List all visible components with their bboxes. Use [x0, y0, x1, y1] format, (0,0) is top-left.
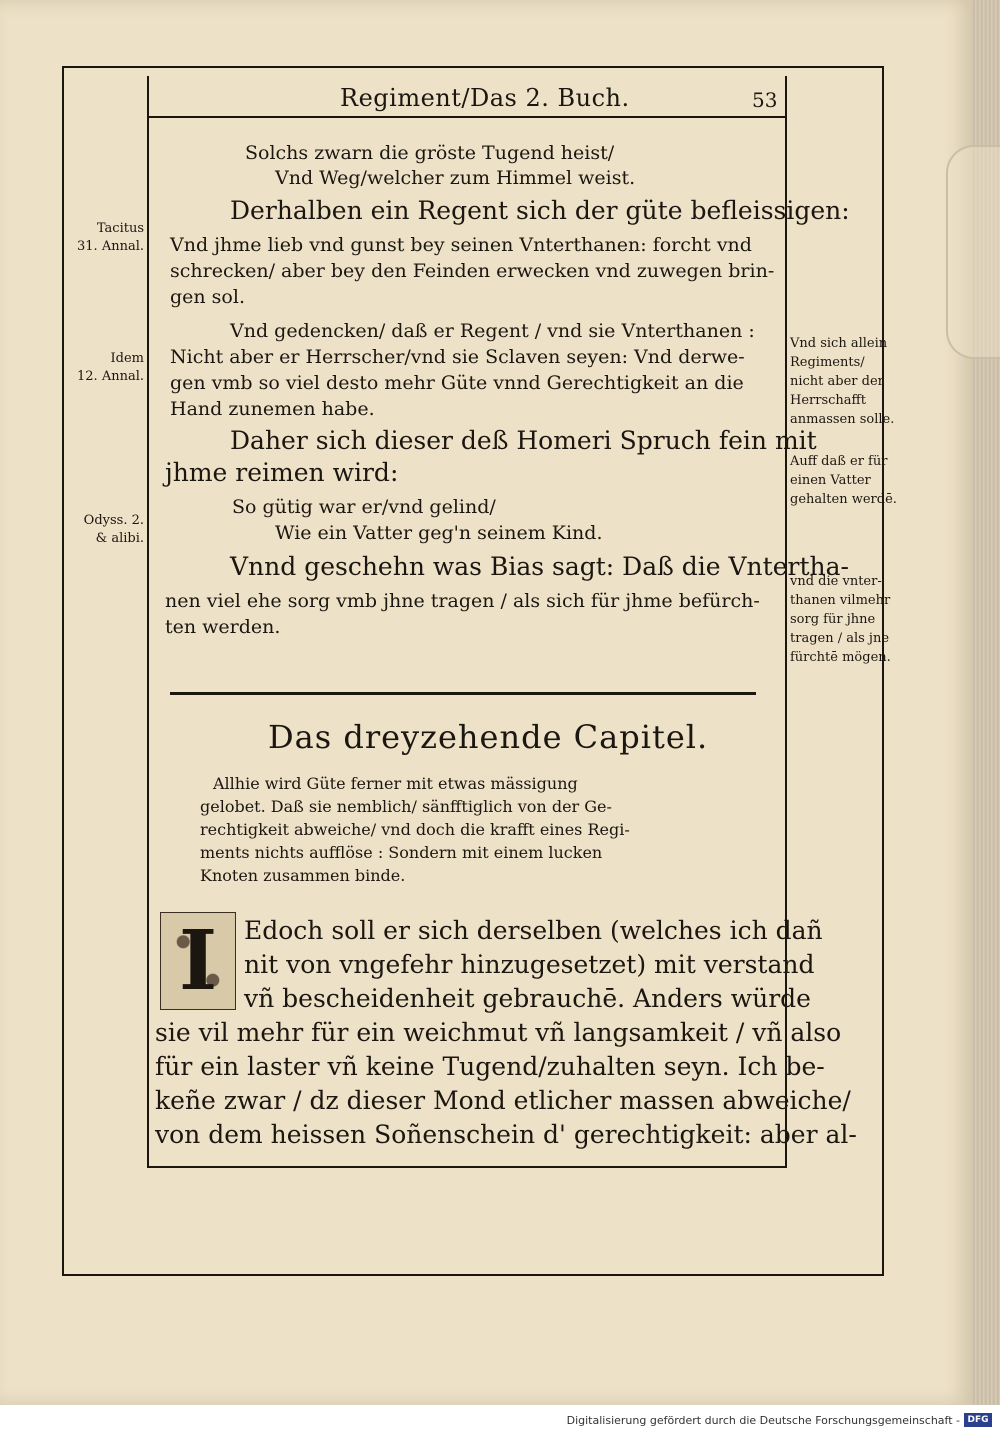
text-line: Daher sich dieser deß Homeri Spruch fein mit: [230, 426, 817, 455]
margin-note-left: Odyss. 2. & alibi.: [83, 513, 144, 546]
text-line: Vnd gedencken/ daß er Regent / vnd sie Vnterthanen :: [230, 320, 755, 342]
text-line: Derhalben ein Regent sich der güte befleissigen:: [230, 196, 850, 225]
body-line: sie vil mehr für ein weichmut vñ langsamkeit / vñ also: [155, 1018, 842, 1047]
frame-rule: [62, 66, 884, 68]
frame-rule: [147, 1166, 787, 1168]
margin-note-right: Vnd sich allein Regiments/ nicht aber der Herrschafft anmassen solle.: [790, 336, 895, 427]
text-line: So gütig war er/vnd gelind/: [232, 496, 496, 518]
chapter-summary-line: gelobet. Daß sie nemblich/ sänfftiglich von der Ge-: [200, 797, 612, 816]
body-line: nit von vngefehr hinzugesetzet) mit verstand: [244, 950, 815, 979]
text-line: Hand zunemen habe.: [170, 398, 375, 420]
dfg-logo: DFG: [964, 1413, 992, 1427]
text-line: Vnd jhme lieb vnd gunst bey seinen Vnterthanen: forcht vnd: [170, 234, 752, 256]
funding-credit: Digitalisierung gefördert durch die Deutsche Forschungsgemeinschaft -: [566, 1414, 960, 1427]
text-line: jhme reimen wird:: [165, 458, 399, 487]
frame-rule: [147, 76, 149, 1168]
text-line: ten werden.: [165, 616, 281, 638]
margin-note-right: Auff daß er für einen Vatter gehalten werdē.: [790, 454, 897, 507]
chapter-summary-line: Allhie wird Güte ferner mit etwas mässigung: [213, 774, 578, 793]
body-line: für ein laster vñ keine Tugend/zuhalten seyn. Ich be-: [155, 1052, 825, 1081]
chapter-summary-line: Knoten zusammen binde.: [200, 866, 406, 885]
chapter-divider: [170, 692, 756, 695]
decorated-initial: I: [160, 912, 236, 1010]
text-line: Vnd Weg/welcher zum Himmel weist.: [275, 167, 636, 189]
margin-note-right: vnd die vnter- thanen vilmehr sorg für jhne tragen / als jne fürchtē mögen.: [790, 574, 891, 665]
clasp-tab: [946, 145, 1000, 359]
body-line: keñe zwar / dz dieser Mond etlicher massen abweiche/: [155, 1086, 851, 1115]
body-line: vñ bescheidenheit gebrauchē. Anders würde: [244, 984, 811, 1013]
frame-rule: [882, 66, 884, 1276]
frame-rule: [147, 116, 787, 118]
page-number: 53: [752, 88, 778, 112]
text-line: Vnnd geschehn was Bias sagt: Daß die Vntertha-: [230, 552, 849, 581]
running-header: Regiment/Das 2. Buch.: [340, 84, 630, 112]
frame-rule: [62, 66, 64, 1276]
margin-note-left: Idem 12. Annal.: [77, 351, 144, 384]
frame-rule: [62, 1274, 884, 1276]
text-line: Solchs zwarn die gröste Tugend heist/: [245, 142, 615, 164]
text-line: Nicht aber er Herrscher/vnd sie Sclaven seyen: Vnd derwe-: [170, 346, 745, 368]
chapter-summary-line: rechtigkeit abweiche/ vnd doch die krafft eines Regi-: [200, 820, 630, 839]
text-line: nen viel ehe sorg vmb jhne tragen / als sich für jhme befürch-: [165, 590, 760, 612]
body-line: von dem heissen Soñenschein d' gerechtigkeit: aber al-: [155, 1120, 857, 1149]
text-line: schrecken/ aber bey den Feinden erwecken vnd zuwegen brin-: [170, 260, 775, 282]
text-line: gen sol.: [170, 286, 245, 308]
chapter-title: Das dreyzehende Capitel.: [268, 718, 709, 756]
text-line: gen vmb so viel desto mehr Güte vnnd Gerechtigkeit an die: [170, 372, 744, 394]
text-line: Wie ein Vatter geg'n seinem Kind.: [275, 522, 603, 544]
margin-note-left: Tacitus 31. Annal.: [77, 221, 144, 254]
chapter-summary-line: ments nichts aufflöse : Sondern mit einem lucken: [200, 843, 603, 862]
body-line: Edoch soll er sich derselben (welches ich dañ: [244, 916, 823, 945]
